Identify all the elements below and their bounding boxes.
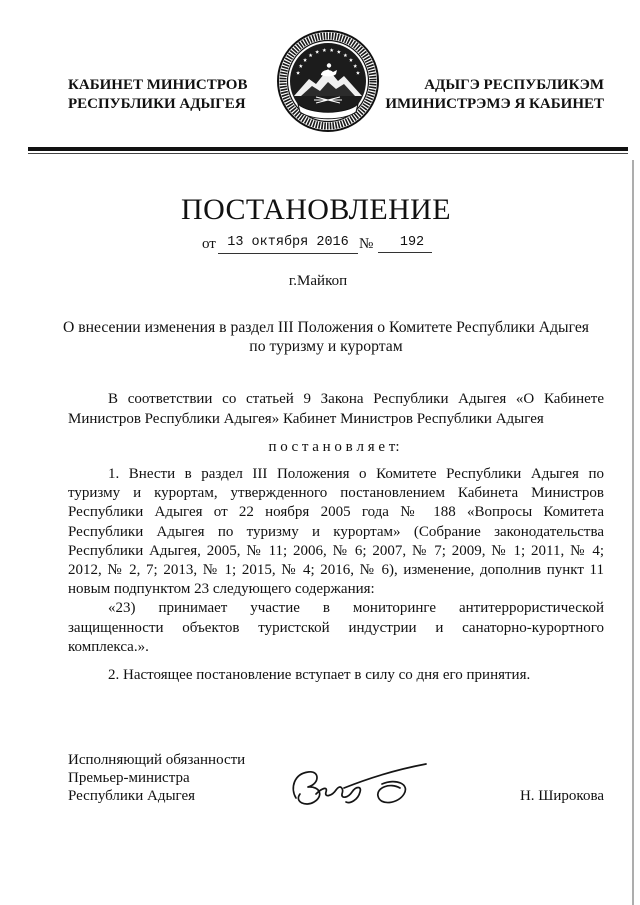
- quote-line: «23) принимает участие в мониторинге антитеррористической: [108, 600, 604, 617]
- signer-position-line: Исполняющий обязанности: [68, 752, 246, 768]
- cabinet-name-line: АДЫГЭ РЕСПУБЛИКЭМ: [424, 77, 604, 93]
- preamble-paragraph: [68, 389, 604, 429]
- place-of-issue: г.Майкоп: [288, 273, 348, 289]
- subject-line: О внесении изменения в раздел III Положения о Комитете Республики Адыгея: [62, 319, 590, 336]
- document-number: 192: [378, 233, 432, 253]
- number-sign-label: №: [359, 236, 374, 252]
- header-divider-thin: [28, 153, 628, 154]
- cabinet-name-russian: [68, 76, 268, 114]
- clause-line: Республики Адыгея от 22 ноября 2005 года № 188 «Вопросы Комитета: [68, 504, 604, 521]
- clause-2-paragraph: [68, 666, 604, 685]
- clause-line: 2. Настоящее постановление вступает в силу со дня его принятия.: [108, 667, 531, 683]
- clause-line: Республики Адыгея, 2005, № 11; 2006, № 6; 2007, № 7; 2009, № 1; 2011, № 4;: [68, 542, 604, 559]
- document-date: 13 октября 2016: [218, 233, 358, 254]
- scan-edge-shadow: [632, 160, 634, 905]
- subject-line: по туризму и курортам: [249, 338, 403, 355]
- clause-1-quoted-text: [68, 599, 604, 657]
- signer-position-line: Премьер-министра: [68, 770, 190, 786]
- preamble-line: В соответствии со статьей 9 Закона Республики Адыгея «О Кабинете: [108, 391, 604, 407]
- quote-line: комплекса.».: [68, 638, 149, 655]
- quote-line: защищенности объектов туристской индустрии и санаторно-курортного: [68, 619, 604, 636]
- clause-line: 1. Внести в раздел III Положения о Комитете Республики Адыгея по: [108, 466, 604, 482]
- document-subject: [30, 318, 622, 356]
- header-divider: [28, 147, 628, 151]
- cabinet-name-line: КАБИНЕТ МИНИСТРОВ: [68, 77, 248, 93]
- coat-of-arms-icon: [276, 29, 380, 133]
- clause-line: туризму и курортам, утвержденного постановлением Кабинета Министров: [68, 485, 604, 502]
- clause-line: Республики Адыгея по туризму и курортам» (Собрание законодательства: [68, 523, 604, 540]
- preamble-line: Министров Республики Адыгея» Кабинет Министров Республики Адыгея: [68, 411, 544, 427]
- resolution-word: п о с т а н о в л я е т:: [268, 439, 400, 455]
- cabinet-name-line: ИМИНИСТРЭМЭ Я КАБИНЕТ: [385, 96, 604, 112]
- signer-name: Н. Широкова: [519, 788, 604, 804]
- cabinet-name-line: РЕСПУБЛИКИ АДЫГЕЯ: [68, 96, 246, 112]
- signer-position: [68, 751, 268, 805]
- document-type-title: ПОСТАНОВЛЕНИЕ: [181, 193, 451, 226]
- cabinet-name-adyghe: [380, 76, 604, 114]
- date-prefix-label: от: [202, 236, 216, 252]
- clause-1-paragraph: [68, 465, 604, 599]
- clause-line: 2012, № 2, 7; 2013, № 1; 2015, № 4; 2016, № 6), изменение, дополнив пункт 11: [68, 562, 604, 579]
- signer-position-line: Республики Адыгея: [68, 788, 196, 804]
- handwritten-signature-icon: [286, 758, 430, 810]
- clause-line: новым подпунктом 23 следующего содержания:: [68, 581, 375, 598]
